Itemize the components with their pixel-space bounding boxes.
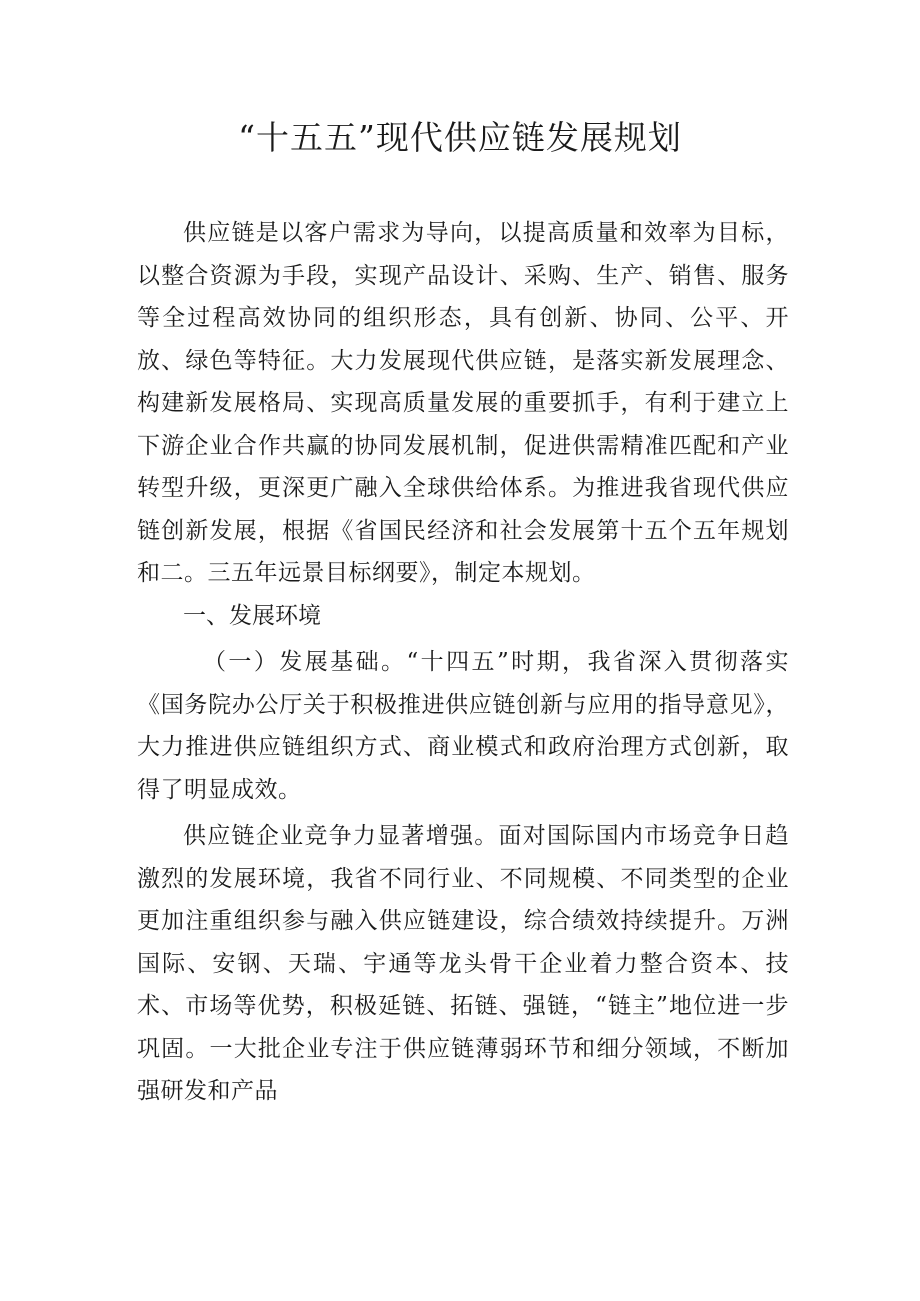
section-heading-development-environment: 一、发展环境 [183, 602, 321, 629]
subsection-development-foundation: （一）发展基础。“十四五”时期，我省深入贯彻落实《国务院办公厅关于积极推进供应链创新与应用的指导意见》，大力推进供应链组织方式、商业模式和政府治理方式创新，取得了明显成效。 [137, 649, 789, 803]
document-body [137, 212, 789, 1113]
intro-paragraph: 供应链是以客户需求为导向，以提高质量和效率为目标，以整合资源为手段，实现产品设计、采购、生产、销售、服务等全过程高效协同的组织形态，具有创新、协同、公平、开放、绿色等特征。大力发展现代供应链，是落实新发展理念、构建新发展格局、实现高质量发展的重要抓手，有利于建立上下游企业合作共赢的协同发展机制，促进供需精准匹配和产业转型升级，更深更广融入全球供给体系。为推进我省现代供应链创新发展，根据《省国民经济和社会发展第十五个五年规划和二。三五年远景目标纲要》，制定本规划。 [137, 220, 789, 586]
supply-chain-competitiveness-paragraph: 供应链企业竞争力显著增强。面对国际国内市场竞争日趋激烈的发展环境，我省不同行业、不同规模、不同类型的企业更加注重组织参与融入供应链建设，综合绩效持续提升。万洲国际、安钢、天瑞、宇通等龙头骨干企业着力整合资本、技术、市场等优势，积极延链、拓链、强链，“链主”地位进一步巩固。一大批企业专注于供应链薄弱环节和细分领域，不断加强研发和产品 [137, 823, 789, 1104]
document-title: “十五五”现代供应链发展规划 [238, 118, 682, 157]
